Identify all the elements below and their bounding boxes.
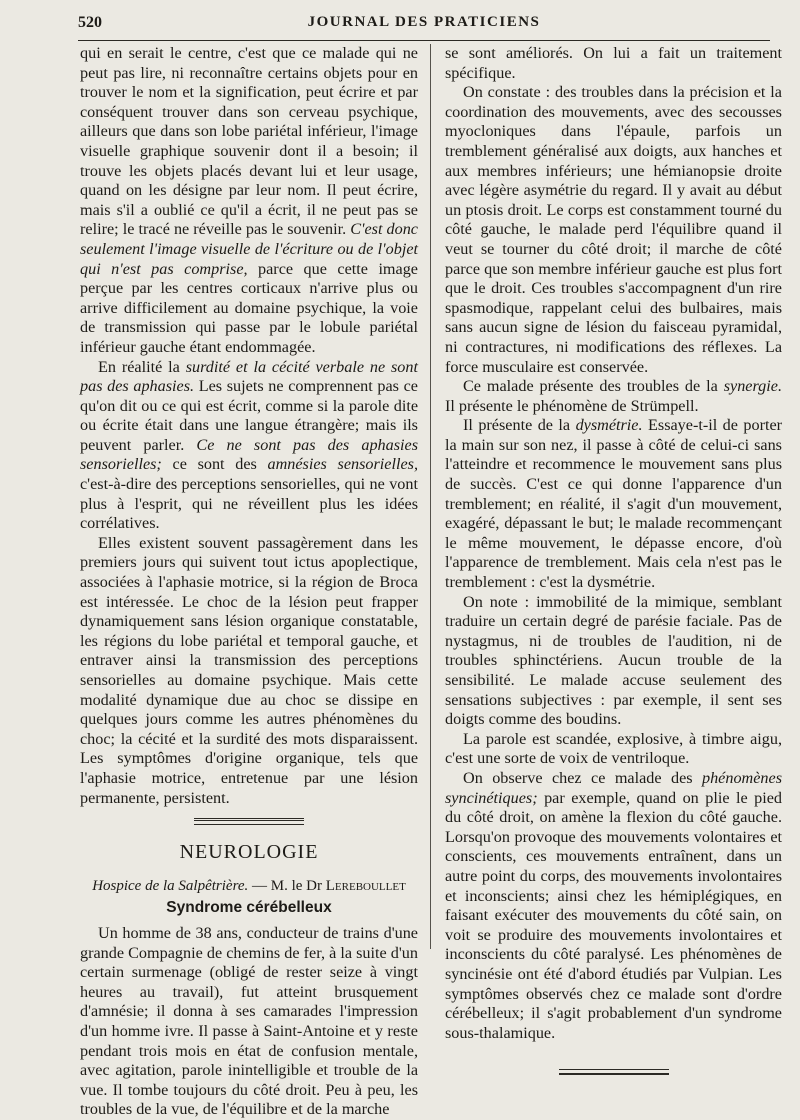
header-rule [78, 40, 770, 41]
column-divider [430, 44, 431, 949]
paragraph: On observe chez ce malade des phénomènes syncinétiques; par exemple, quand on plie le pied du côté droit, on amène la flexion du côté gauche. Lorsqu'on provoque des mouvements volontaires et conscients, ces mouvements entraînent, dans un autre point du corps, des mouvements involontaires et inconscients; ainsi chez les hémiplégiques, en faisant exécuter des mouvements du côté sain, on voit se produire des mouvements involontaires et inconscients du côté paralysé. Les phénomènes de syncinésie ont été d'abord étudiés par Vulpian. Les symptômes observés chez ce malade sont d'ordre cérébelleux; il s'agit probablement d'un syndrome sous-thalamique. [445, 768, 782, 1042]
page-number: 520 [78, 14, 102, 31]
paragraph: On constate : des troubles dans la précision et la coordination des mouvements, avec des secousses myocloniques dans l'épaule, parfois un tremblement généralisé aux doigts, aux hanches et aux membres inférieurs; une hémianopsie droite avec légère asymétrie du regard. Il y avait au début un ptosis droit. Le corps est constamment tourné du côté gauche, le malade perd l'équilibre quand il veut se tourner du côté droit; il marche de côté parce que son membre inférieur gauche est plus fort que le droit. Ces troubles s'accompagnent d'un rire spasmodique, rappelant celui des bulbaires, mais sans aucun signe de lésion du faisceau pyramidal, ni contractures, ni modifications des réflexes. La force musculaire est conservée. [445, 83, 782, 376]
paragraph: Elles existent souvent passagèrement dans les premiers jours qui suivent tout ictus apoplectique, associées à l'aphasie motrice, si la région de Broca est intéressée. Le choc de la lésion peut frapper dynamiquement sans lésion organique constatable, les régions du lobe pariétal et temporal gauche, et entraver ainsi la transmission des perceptions sensorielles au domaine psychique. Mais cette modalité dynamique due au choc se dissipe en quelques jours comme les autres phénomènes du choc; la cécité et la surdité des mots disparaissent. Les symptômes d'origine organique, tels que l'aphasie motrice, entretenue par une lésion permanente, persistent. [80, 533, 418, 807]
end-separator [559, 1069, 669, 1075]
section-separator [194, 818, 304, 825]
page-header [78, 12, 770, 34]
article-subtitle: Syndrome cérébelleux [166, 899, 332, 917]
paragraph: Il présente de la dysmétrie. Essaye-t-il de porter la main sur son nez, il passe à côté de celui-ci sans l'atteindre et recommence le mouvement sans plus de succès. C'est ce qui donne l'apparence d'un tremblement; en réalité, il s'agit d'un mouvement, exagéré, dépassant le but; le malade recommençant le même mouvement, le dépasse encore, d'où l'apparence de tremblement. Mais cela n'est pas le tremblement : c'est la dysmétrie. [445, 416, 783, 592]
paragraph: La parole est scandée, explosive, à timbre aigu, c'est une sorte de voix de ventriloque. [445, 729, 782, 768]
paragraph: On note : immobilité de la mimique, semblant traduire un certain degré de parésie faciale. Pas de nystagmus, ni de troubles de l'audition, ni de troubles sphinctériens. Aucun trouble de la sensibilité. Le malade accuse seulement des sensations subjectives : par exemple, il sent ses doigts comme des boudins. [445, 592, 782, 729]
journal-title: JOURNAL DES PRATICIENS [307, 14, 541, 30]
right-column [445, 44, 782, 1075]
section-title: NEUROLOGIE [179, 841, 319, 864]
paragraph: En réalité la surdité et la cécité verbale ne sont pas des aphasies. Les sujets ne comprennent pas ce qu'on dit ou ce qui est écrit, comme si la parole dite ou écrite était dans une langue étrangère; mais ils peuvent parler. Ce ne sont pas des aphasies sensorielles; ce sont des amnésies sensorielles, c'est-à-dire des perceptions sensorielles, qui ne vont plus à l'esprit, qui ne réveillent plus les idées corrélatives. [80, 357, 419, 533]
paragraph: se sont améliorés. On lui a fait un traitement spécifique. [445, 44, 782, 82]
paragraph: qui en serait le centre, c'est que ce malade qui ne peut pas lire, ni reconnaître certains objets pour en trouver le nom et la signification, peut écrire et par conséquent trouver dans son cerveau psychique, ailleurs que dans son lobe pariétal inférieur, l'image visuelle graphique souvenir dont il a besoin; il trouve les objets placés devant lui et leur usage, quand on les désigne par leur nom. Il peut écrire, mais s'il a oublié ce qu'il a écrit, il ne peut pas se relire; le tracé ne réveille pas le souvenir. C'est donc seulement l'image visuelle de l'écriture ou de l'objet qui n'est pas comprise, parce que cette image perçue par les centres corticaux n'arrive plus ou arrive difficilement au domaine psychique, la voie de transmission qui passe par le lobule pariétal inférieur gauche étant endommagée. [80, 44, 418, 356]
source-line: Hospice de la Salpêtrière. — M. le Dr Lereboullet [92, 877, 406, 894]
paragraph: Ce malade présente des troubles de la synergie. Il présente le phénomène de Strümpell. [445, 377, 783, 415]
paragraph: Un homme de 38 ans, conducteur de trains d'une grande Compagnie de chemins de fer, à la suite d'un certain surmenage (obligé de rester seize à vingt heures au travail), fut atteint brusquement d'amnésie; il donna à ses camarades l'impression d'un homme ivre. Il passe à Saint-Antoine et y reste pendant trois mois en état de confusion mentale, avec agitation, parole inintelligible et trouble de la vue. Il tombe toujours du côté droit. Peu à peu, les troubles de la vue, de l'équilibre et de la marche [80, 923, 418, 1119]
left-column [80, 44, 418, 1120]
